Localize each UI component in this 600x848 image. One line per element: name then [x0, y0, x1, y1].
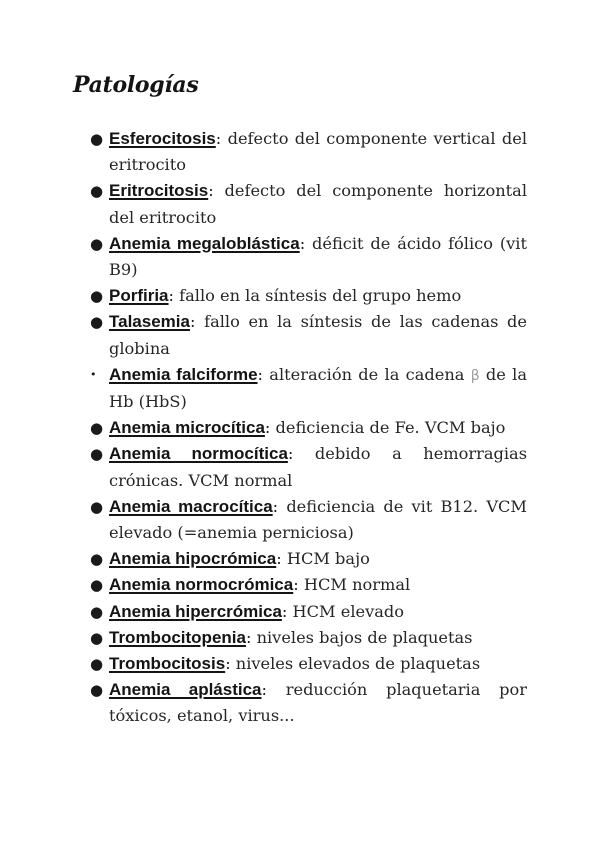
term-description: HCM elevado: [287, 601, 404, 621]
list-item: [90, 494, 527, 546]
term-label: Trombocitosis: [109, 654, 226, 674]
separator: :: [264, 418, 271, 438]
term-description: defecto del componente vertical del eritrocito: [109, 129, 527, 175]
term-description: déficit de ácido fólico (vit B9): [109, 233, 527, 280]
list-item: [90, 572, 527, 598]
term-label: Talasemia: [109, 312, 190, 332]
separator: :: [276, 549, 282, 569]
term-label: Trombocitopenia: [109, 627, 246, 647]
separator: :: [257, 364, 263, 384]
bullet-icon: ●: [90, 681, 104, 700]
term-label: Anemia falciforme: [109, 364, 258, 384]
page-title: Patologías: [73, 72, 199, 98]
bullet-icon: ●: [90, 130, 104, 148]
term-description: deficiencia de Fe. VCM bajo: [270, 418, 506, 438]
separator: :: [225, 654, 231, 674]
term-label: Anemia aplástica: [109, 680, 262, 700]
list-item: [90, 546, 527, 572]
term-description: fallo en la síntesis de las cadenas de globina: [109, 312, 527, 358]
separator: :: [293, 575, 299, 595]
list-item: [90, 309, 527, 361]
separator: :: [189, 312, 196, 332]
term-label: Anemia normocítica: [109, 444, 288, 464]
term-description: niveles elevados de plaquetas: [230, 654, 481, 674]
bullet-icon: ●: [90, 445, 104, 464]
bullet-icon: ●: [90, 550, 104, 569]
list-item: [90, 231, 527, 283]
separator: :: [168, 286, 174, 306]
list-item: [90, 415, 527, 441]
separator: :: [299, 233, 306, 253]
term-description: HCM bajo: [281, 549, 370, 569]
list-item: [90, 441, 527, 493]
list-item: [90, 625, 527, 651]
separator: :: [245, 627, 252, 647]
term-label: Anemia microcítica: [109, 418, 265, 438]
bullet-icon: ●: [90, 182, 104, 201]
bullet-icon: ●: [90, 655, 104, 674]
bullet-icon: ●: [90, 313, 104, 332]
term-description: reducción plaquetaria por tóxicos, etanol, virus...: [109, 680, 527, 726]
list-item: [90, 283, 527, 309]
term-description: fallo en la síntesis del grupo hemo: [174, 286, 462, 306]
bullet-icon: •: [90, 367, 97, 381]
bullet-icon: ●: [90, 628, 104, 647]
term-description: defecto del componente horizontal del eritrocito: [109, 181, 527, 227]
term-label: Anemia macrocítica: [109, 496, 273, 516]
term-description: deficiencia de vit B12. VCM elevado (=anemia perniciosa): [109, 496, 527, 543]
pathology-list: [90, 126, 527, 730]
term-label: Anemia hipocrómica: [109, 549, 277, 569]
list-item: [90, 126, 527, 178]
term-label: Eritrocitosis: [109, 181, 209, 201]
list-item: [90, 677, 527, 729]
separator: :: [287, 444, 294, 464]
term-description: debido a hemorragias crónicas. VCM normal: [109, 444, 527, 490]
list-item: [90, 362, 527, 415]
term-description: niveles bajos de plaquetas: [251, 627, 473, 647]
separator: :: [281, 601, 288, 621]
separator: :: [208, 181, 214, 201]
term-description: alteración de la cadena: [263, 364, 471, 384]
term-label: Anemia megaloblástica: [109, 233, 300, 253]
separator: :: [272, 496, 279, 516]
list-item: [90, 599, 527, 625]
list-item: [90, 651, 527, 677]
term-label: Anemia normocrómica: [109, 575, 294, 595]
bullet-icon: ●: [90, 419, 104, 438]
term-label: Esferocitosis: [109, 129, 216, 148]
bullet-icon: ●: [90, 287, 104, 306]
bullet-icon: ●: [90, 576, 104, 595]
term-description: HCM normal: [298, 575, 411, 595]
bullet-icon: ●: [90, 602, 104, 621]
term-label: Anemia hipercrómica: [109, 601, 282, 621]
term-label: Porfiria: [109, 286, 169, 306]
separator: :: [261, 680, 267, 700]
bullet-icon: ●: [90, 497, 104, 516]
list-item: [90, 178, 527, 230]
beta-symbol: β: [470, 367, 480, 384]
separator: :: [215, 129, 222, 148]
term-description-continued: de la Hb (HbS): [109, 364, 527, 412]
bullet-icon: ●: [90, 234, 104, 253]
